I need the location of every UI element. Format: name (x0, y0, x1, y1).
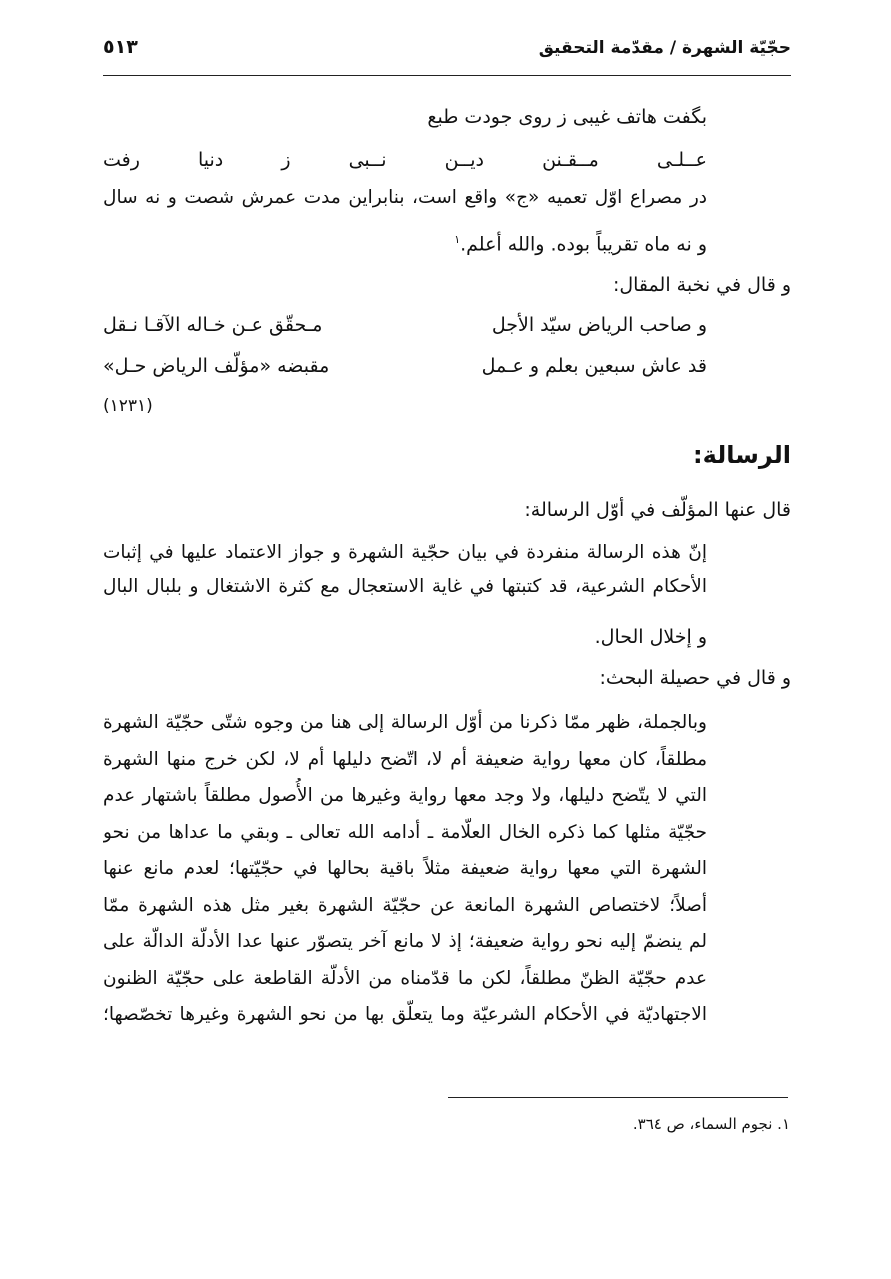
page-header (103, 34, 791, 74)
risala-quote (103, 536, 707, 604)
nukhba-verse-2-right: قد عاش سبعين بعلم و عـمل (481, 355, 707, 377)
persian-note-text: و نه ماه تقریباً بوده. والله أعلم. (460, 233, 707, 256)
risala-intro: قال عنها المؤلّف في أوّل الرسالة: (524, 499, 791, 521)
section-heading: الرسالة: (693, 441, 791, 469)
persian-note (103, 184, 707, 212)
risala-body-line: حجّيّة مثلها كما ذكره الخال العلّامة ـ أدامه الله تعالى ـ وبقي ما عداها من نحو (103, 821, 707, 843)
nukhba-intro: و قال في نخبة المقال: (612, 274, 791, 296)
header-rule (103, 75, 791, 76)
risala-body-line: الشهرة التي معها رواية ضعيفة مثلاً باقية بحالها في حجّيّتها؛ لعدم مانع عنها (103, 858, 707, 879)
footnote-rule (448, 1097, 788, 1098)
persian-note-line-1: در مصراع اوّل تعمیه «ج» واقع است، بنابراین مدت عمرش شصت و نه سال (103, 187, 707, 208)
page-number: ٥١٣ (103, 36, 138, 58)
risala-body-line: عدم حجّيّة الظنّ مطلقاً، لكن ما قدّمناه من الأدلّة القاطعة على حجّيّة الظنون (103, 967, 707, 989)
risala-quote-line-2: الأحكام الشرعية، قد كتبتها في غاية الاستعجال مع كثرة الاشتغال و بلبال البال (103, 576, 707, 597)
risala-body-line: مطلقاً، كان معها رواية ضعيفة أم لا، اتّضح دليلها أم لا، لكن خرج منها الشهرة (103, 748, 707, 770)
risala-intro-2: و قال في حصيلة البحث: (599, 667, 791, 689)
risala-body-line: الاجتهاديّة في الأحكام الشرعيّة وما يتعلّق بها من نحو الشهرة وغيرها تخصّصها؛ (103, 1004, 707, 1025)
nukhba-verse-1-right: و صاحب الرياض سيّد الأجل (491, 314, 707, 336)
nukhba-verse-2-left: مقبضه «مؤلّف الرياض حـل» (103, 355, 330, 377)
risala-body-line: لم ينضمّ إليه نحو رواية ضعيفة؛ إذ لا مانع آخر يتصوّر عنها عدا الأدلّة الدالّة على (103, 931, 707, 952)
running-title: حجّيّة الشهرة / مقدّمة التحقيق (538, 38, 791, 58)
risala-quote-last: و إخلال الحال. (594, 626, 707, 648)
risala-body-line: التي لا يتّضح دليلها، ولا وجد معها رواية وغيرها من الأُصول مطلقاً باشتهار عدم (103, 785, 707, 806)
persian-verse-line-1: بگفت هاتف غیبی ز روی جودت طبع (427, 106, 707, 128)
persian-note-line-2 (454, 226, 707, 258)
nukhba-date: (١٢٣١) (103, 396, 153, 416)
footnote-ref[interactable]: ١ (454, 233, 461, 246)
nukhba-verse-1-left: مـحقّق عـن خـاله الآقـا نـقل (103, 314, 323, 336)
risala-quote-line-1: إنّ هذه الرسالة منفردة في بيان حجّية الشهرة و جواز الاعتماد عليها في إثبات (103, 542, 707, 563)
risala-body-line: أصلاً؛ لاختصاص الشهرة المانعة عن حجّيّة الشهرة بغير مثل هذه الشهرة ممّا (103, 894, 707, 916)
persian-verse-line-2: عــلـی مــقـنن دیــن نــبی ز دنیا رفت (103, 149, 707, 171)
footnote-1: ١. نجوم السماء، ص ٣٦٤. (632, 1115, 790, 1133)
risala-body (103, 705, 707, 1034)
risala-body-line: وبالجملة، ظهر ممّا ذكرنا من أوّل الرسالة إلى هنا من وجوه شتّى حجّيّة الشهرة (103, 712, 707, 733)
